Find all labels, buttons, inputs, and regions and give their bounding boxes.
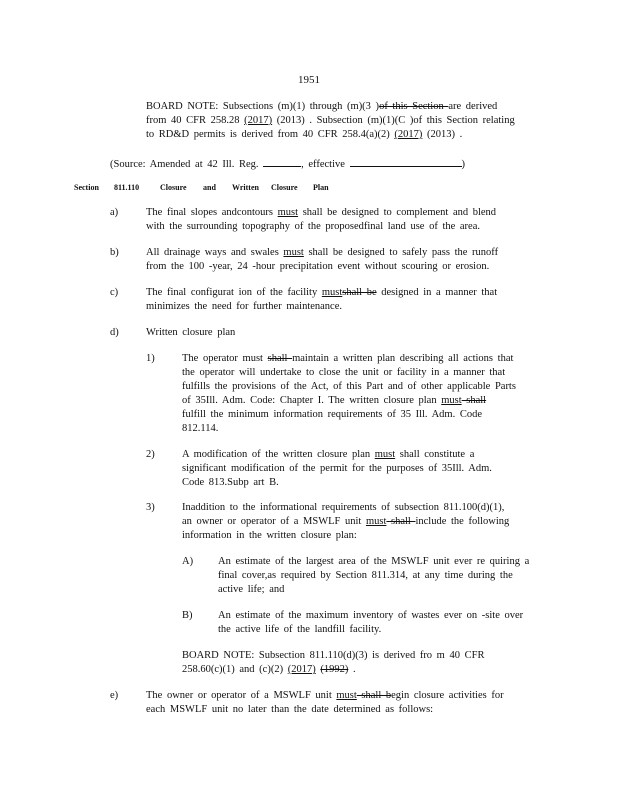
item-d3b-line-2: the active life of the landfill facility. bbox=[218, 624, 382, 635]
inserted-text: (2017) bbox=[287, 664, 316, 675]
item-d3a-line-1: An estimate of the largest area of the MSWLF unit ever re quiring a bbox=[218, 556, 530, 567]
deleted-text: shall bbox=[386, 516, 416, 527]
item-d1-line-4 bbox=[182, 395, 486, 407]
item-c-line-2: minimizes the need for further maintenance. bbox=[146, 301, 343, 312]
inserted-text: must bbox=[321, 287, 343, 298]
text-run: designed in a manner that bbox=[376, 287, 498, 298]
source-line bbox=[110, 156, 465, 171]
inserted-text: (2017) bbox=[244, 115, 273, 126]
item-d3-line-1: Inaddition to the informational requirements of subsection 811.100(d)(1), bbox=[182, 502, 505, 513]
inserted-text: must bbox=[277, 207, 299, 218]
text-run: shall be designed to complement and blend bbox=[298, 207, 497, 218]
section-title-word: and bbox=[203, 183, 216, 192]
item-d1-line-6: 812.114. bbox=[182, 423, 219, 434]
item-d1-line-3: fulfills the provisions of the Act, of this Part and of other applicable Parts bbox=[182, 381, 516, 392]
item-d2-line-3: Code 813.Subp art B. bbox=[182, 477, 279, 488]
text-run: (2013) . bbox=[422, 129, 463, 140]
board-note-2-line-2 bbox=[182, 664, 356, 676]
text-run: include the following bbox=[415, 516, 510, 527]
item-d3-line-3: information in the written closure plan: bbox=[182, 530, 357, 541]
item-c-label: c) bbox=[110, 287, 119, 298]
inserted-text: must bbox=[441, 395, 462, 406]
text-run: The owner or operator of a MSWLF unit bbox=[146, 690, 337, 701]
text-run: 258.60(c)(1) and (c)(2) bbox=[182, 664, 288, 675]
deleted-text: shall bbox=[461, 395, 487, 406]
item-d2-line-2: significant modification of the permit for the purposes of 35Ill. Adm. bbox=[182, 463, 492, 474]
text-run: . bbox=[348, 664, 356, 675]
inserted-text: must bbox=[374, 449, 396, 460]
text-run: to RD&D permits is derived from 40 CFR 258.4(a)(2) bbox=[146, 129, 395, 140]
section-title-word: Closure bbox=[160, 183, 187, 192]
page-number: 1951 bbox=[298, 74, 320, 86]
item-d3a-line-3: active life; and bbox=[218, 584, 285, 595]
inserted-text: must bbox=[336, 690, 357, 701]
text-run: The final configurat ion of the facility bbox=[146, 287, 322, 298]
text-run: shall be designed to safely pass the runoff bbox=[303, 247, 499, 258]
text-run: shall constitute a bbox=[395, 449, 475, 460]
inserted-text: must bbox=[283, 247, 304, 258]
board-note-2-line-1: BOARD NOTE: Subsection 811.110(d)(3) is derived fro m 40 CFR bbox=[182, 650, 485, 661]
text-run: an owner or operator of a MSWLF unit bbox=[182, 516, 366, 527]
item-d3b-label: B) bbox=[182, 610, 193, 621]
text-run: BOARD NOTE: Subsections (m)(1) through (m)(3 ) bbox=[146, 101, 380, 112]
item-d1-line-5: fulfill the minimum information requirements of 35 Ill. Adm. Code bbox=[182, 409, 482, 420]
item-a-line-2: with the surrounding topography of the proposedfinal land use of the area. bbox=[146, 221, 481, 232]
item-d3a-line-2: final cover,as required by Section 811.314, at any time during the bbox=[218, 570, 513, 581]
item-d1-line-2: the operator will undertake to close the unit or facility in a manner that bbox=[182, 367, 506, 378]
item-d3-label: 3) bbox=[146, 502, 155, 513]
section-number: 811.110 bbox=[114, 183, 140, 192]
deleted-text: shall b bbox=[356, 690, 392, 701]
item-a-line-1 bbox=[146, 207, 496, 219]
text-run: The final slopes andcontours bbox=[146, 207, 278, 218]
inserted-text: (2017) bbox=[394, 129, 423, 140]
source-text: , effective bbox=[301, 159, 345, 170]
source-text: (Source: Amended at 42 Ill. Reg. bbox=[110, 159, 259, 170]
deleted-text: (1992) bbox=[320, 664, 349, 675]
item-c-line-1 bbox=[146, 287, 497, 299]
text-run: are derived bbox=[448, 101, 498, 112]
item-d-label: d) bbox=[110, 327, 119, 338]
text-run: maintain a written plan describing all actions that bbox=[292, 353, 514, 364]
section-word: Section bbox=[74, 183, 99, 192]
item-d3-line-2 bbox=[182, 516, 509, 528]
source-text: ) bbox=[461, 159, 466, 170]
text-run: The operator must bbox=[182, 353, 268, 364]
text-run: egin closure activities for bbox=[391, 690, 504, 701]
board-note-1-line-1 bbox=[146, 101, 497, 113]
text-run: of 35Ill. Adm. Code: Chapter I. The written closure plan bbox=[182, 395, 442, 406]
item-d2-label: 2) bbox=[146, 449, 155, 460]
text-run: All drainage ways and swales bbox=[146, 247, 284, 258]
section-title-word: Closure bbox=[271, 183, 298, 192]
inserted-text: must bbox=[365, 516, 387, 527]
text-run: A modification of the written closure plan bbox=[182, 449, 375, 460]
item-a-label: a) bbox=[110, 207, 119, 218]
item-e-label: e) bbox=[110, 690, 119, 701]
section-title-word: Plan bbox=[313, 183, 329, 192]
item-d1-label: 1) bbox=[146, 353, 155, 364]
board-note-1-line-2 bbox=[146, 115, 515, 127]
item-d3a-label: A) bbox=[182, 556, 194, 567]
item-e-line-2: each MSWLF unit no later than the date determined as follows: bbox=[146, 704, 434, 715]
text-run: (2013) . Subsection (m)(1)(C )of this Section relating bbox=[272, 115, 515, 126]
item-d-title: Written closure plan bbox=[146, 327, 236, 338]
item-b-line-2: from the 100 -year, 24 -hour precipitation event without scouring or erosion. bbox=[146, 261, 490, 272]
reg-blank bbox=[263, 156, 301, 167]
section-title-word: Written bbox=[232, 183, 259, 192]
item-d2-line-1 bbox=[182, 449, 474, 461]
deleted-text: shall be bbox=[342, 287, 377, 298]
item-b-label: b) bbox=[110, 247, 119, 258]
item-d1-line-1 bbox=[182, 353, 513, 365]
board-note-1-line-3 bbox=[146, 129, 462, 141]
text-run: from 40 CFR 258.28 bbox=[146, 115, 245, 126]
deleted-text: shall bbox=[267, 353, 293, 364]
deleted-text: of this Section bbox=[379, 101, 449, 112]
item-b-line-1 bbox=[146, 247, 498, 259]
effective-date-blank bbox=[350, 156, 462, 167]
item-d3b-line-1: An estimate of the maximum inventory of wastes ever on -site over bbox=[218, 610, 524, 621]
item-e-line-1 bbox=[146, 690, 504, 702]
